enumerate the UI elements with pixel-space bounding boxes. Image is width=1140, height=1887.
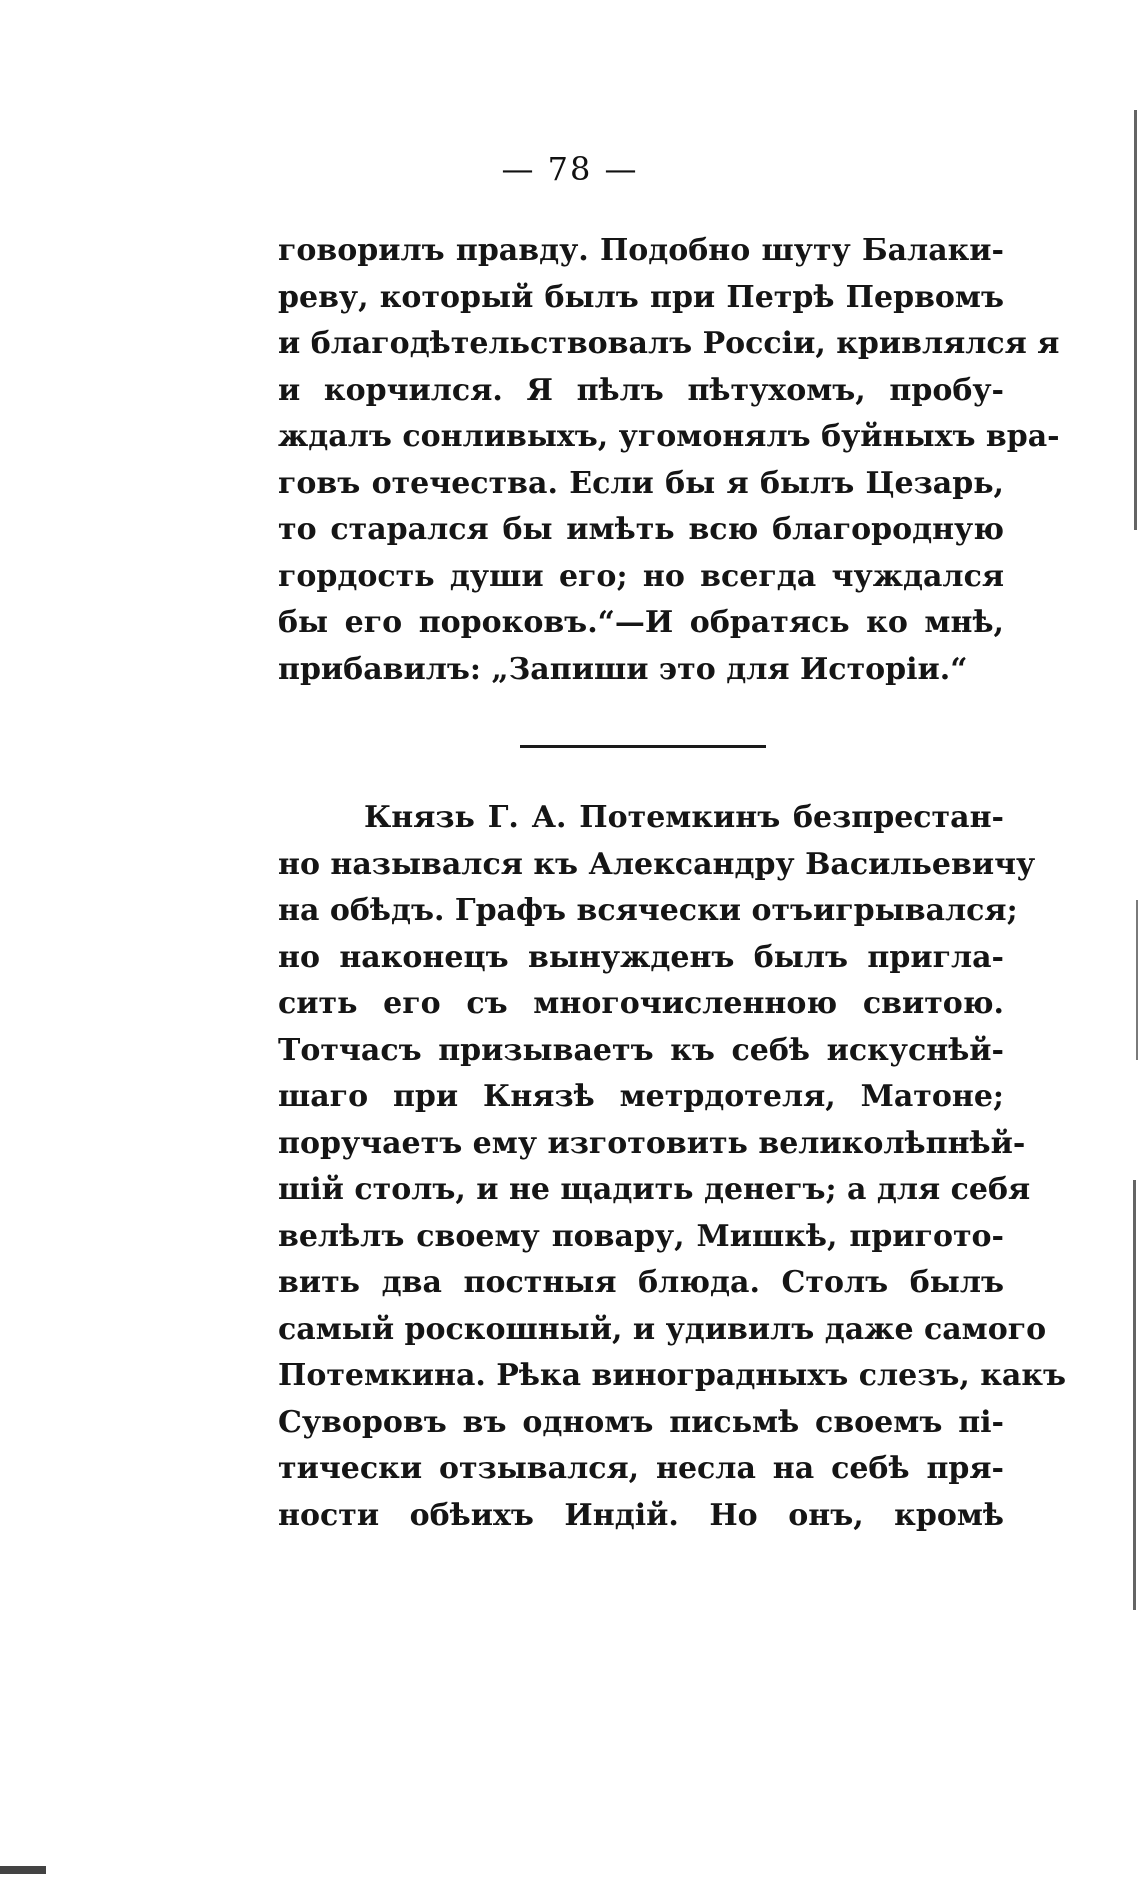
text-line: Суворовъ въ одномъ письмѣ своемъ пі- (278, 1404, 1004, 1440)
text-line: на обѣдъ. Графъ всячески отъигрывался; (278, 893, 1018, 928)
text-line: вить два постныя блюда. Столъ былъ (278, 1265, 1004, 1300)
text-line: то старался бы имѣть всю благородную (278, 512, 1004, 547)
scan-edge-mark (0, 1866, 46, 1874)
text-line: шій столъ, и не щадить денегъ; а для себя (278, 1172, 1031, 1207)
scan-edge-mark (1136, 900, 1138, 1060)
text-line: но назывался къ Александру Васильевичу (278, 846, 1036, 882)
text-line: ждалъ сонливыхъ, угомонялъ буйныхъ вра- (278, 419, 1060, 454)
text-line: велѣлъ своему повару, Мишкѣ, пригото- (278, 1218, 1004, 1254)
text-line: говъ отечества. Если бы я былъ Цезарь, (278, 465, 1004, 501)
text-line: реву, который былъ при Петрѣ Первомъ (278, 279, 1004, 315)
text-line: говорилъ правду. Подобно шуту Балаки- (278, 233, 1004, 268)
text-line: самый роскошный, и удивилъ даже самого (278, 1311, 1047, 1347)
text-line: шаго при Князѣ метрдотеля, Матоне; (278, 1079, 1004, 1114)
text-line: поручаетъ ему изготовить великолѣпнѣй- (278, 1125, 1026, 1161)
text-line: и корчился. Я пѣлъ пѣтухомъ, пробу- (278, 372, 1004, 408)
text-line: и благодѣтельствовалъ Россіи, кривлялся я (278, 326, 1060, 361)
paragraph-anecdote (278, 795, 1067, 1539)
text-line: прибавилъ: „Запиши это для Исторіи.“ (278, 651, 968, 687)
text-line: Потемкина. Рѣка виноградныхъ слезъ, какъ (278, 1358, 1067, 1393)
text-line: бы его пороковъ.“—И обратясь ко мнѣ, (278, 605, 1004, 640)
text-line: Тотчасъ призываетъ къ себѣ искуснѣй- (278, 1032, 1004, 1068)
paragraph-continued (278, 228, 1060, 693)
text-line: гордость души его; но всегда чуждался (278, 558, 1004, 594)
scan-edge-mark (1133, 1180, 1136, 1610)
section-divider (520, 745, 766, 748)
text-line: ности обѣихъ Индій. Но онъ, кромѣ (278, 1497, 1004, 1533)
text-line: но наконецъ вынужденъ былъ пригла- (278, 939, 1004, 975)
text-line: Князь Г. А. Потемкинъ безпрестан- (364, 800, 1004, 835)
scan-edge-mark (1134, 110, 1137, 530)
text-line: сить его съ многочисленною свитою. (278, 986, 1004, 1021)
page-number: — 78 — (501, 150, 639, 188)
text-line: тически отзывался, несла на себѣ пря- (278, 1451, 1004, 1486)
